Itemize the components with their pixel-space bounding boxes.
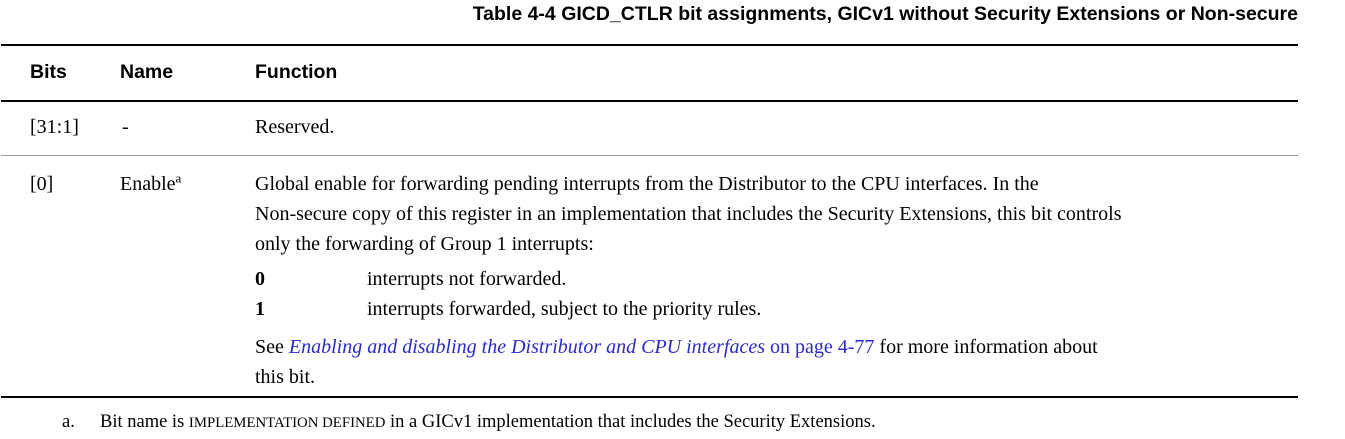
bit-value-row [255, 264, 1300, 294]
bit-value-description: interrupts forwarded, subject to the priority rules. [367, 298, 762, 320]
footnote-text-before: Bit name is [100, 412, 189, 432]
column-header-bits: Bits [30, 61, 67, 83]
bit-value-description: interrupts not forwarded. [367, 268, 567, 290]
see-prefix: See [255, 336, 289, 358]
column-header-function: Function [255, 61, 338, 83]
row-enable-bits: [0] [30, 173, 54, 195]
table-caption: Table 4-4 GICD_CTLR bit assignments, GICv1 without Security Extensions or Non-secure [472, 3, 1298, 25]
header-bottom-rule [1, 100, 1298, 102]
row-enable-name [120, 169, 181, 199]
row-enable-name-label: Enable [120, 173, 176, 195]
row-reserved-bits: [31:1] [30, 116, 79, 138]
bit-value-row [255, 294, 1300, 324]
footnote-marker: a. [62, 412, 75, 432]
table-bottom-rule [1, 396, 1298, 398]
distributor-enable-link[interactable] [289, 336, 875, 358]
footnote-text-after: in a GICv1 implementation that includes the Security Extensions. [385, 412, 876, 432]
row-reserved-name: - [122, 116, 129, 138]
row-enable-function [255, 169, 1300, 392]
function-paragraph-line: only the forwarding of Group 1 interrupts: [255, 233, 594, 255]
table-top-rule [1, 44, 1298, 46]
footnote-smallcaps: IMPLEMENTATION DEFINED [188, 415, 386, 431]
bit-value: 0 [255, 268, 265, 290]
row-reserved-function: Reserved. [255, 116, 335, 138]
function-paragraph-line: Global enable for forwarding pending interrupts from the Distributor to the CPU interfaces. In the [255, 173, 1039, 195]
bit-value-list [255, 264, 1300, 324]
see-suffix: for more information about [874, 336, 1098, 358]
footnote-text [100, 412, 876, 433]
footnote-reference: a [175, 170, 182, 186]
column-header-name: Name [120, 61, 174, 83]
row-separator-rule [1, 155, 1298, 156]
see-reference-line2: this bit. [255, 366, 316, 388]
function-paragraph-line: Non-secure copy of this register in an implementation that includes the Security Extensions, this bit controls [255, 203, 1122, 225]
see-reference-line1 [255, 332, 1300, 362]
bit-value: 1 [255, 298, 265, 320]
link-title[interactable]: Enabling and disabling the Distributor and CPU interfaces [288, 336, 765, 358]
see-reference [255, 332, 1300, 392]
link-page-number[interactable]: on page 4-77 [765, 336, 875, 358]
